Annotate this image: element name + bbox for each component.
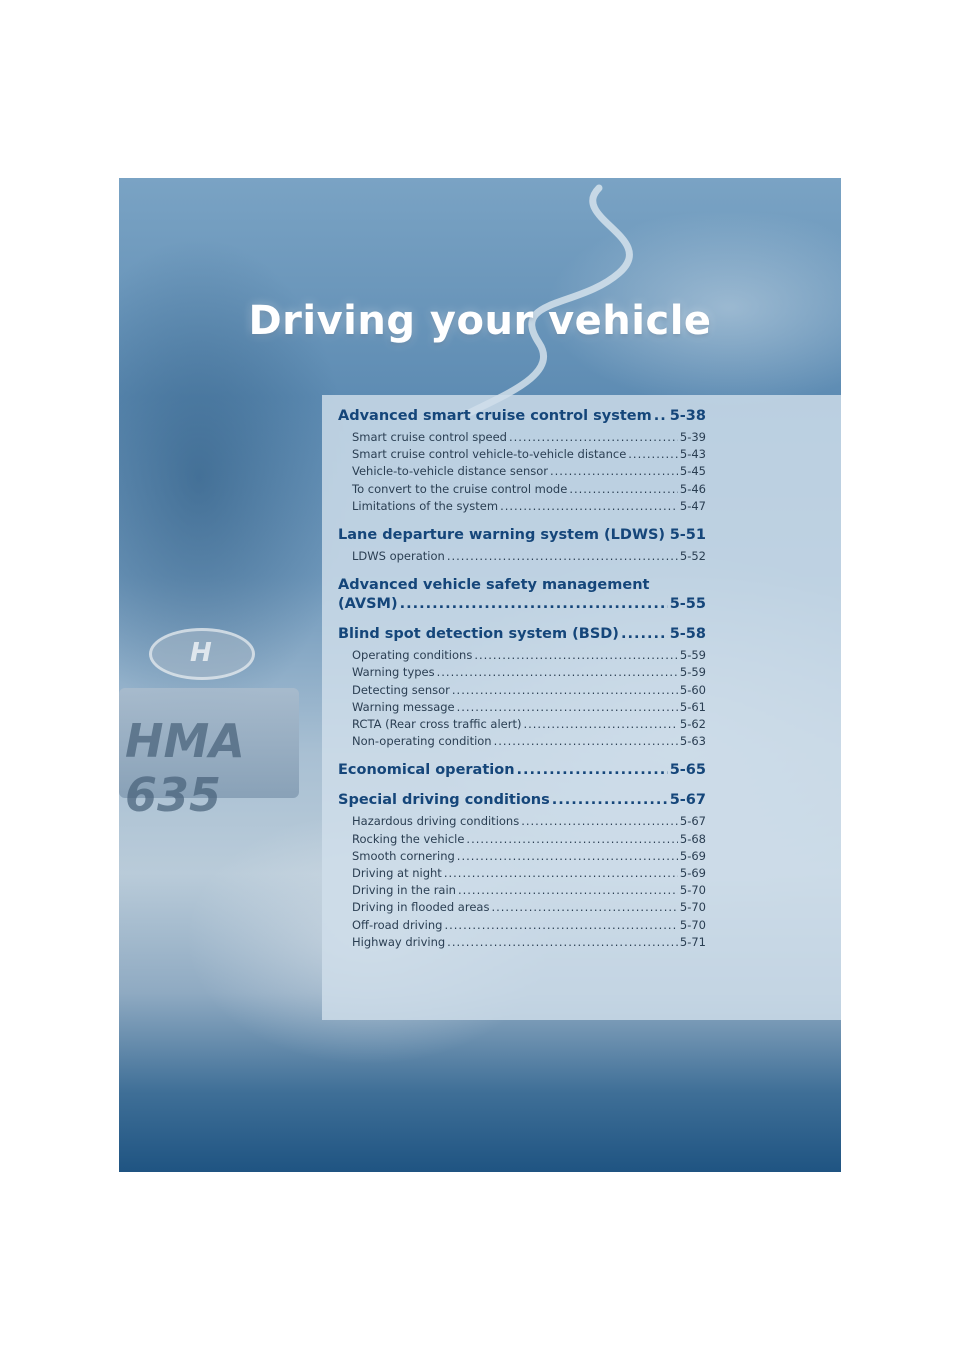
toc-leader-dots [491, 899, 677, 916]
toc-subsection-title: Hazardous driving conditions [352, 814, 520, 829]
toc-subsection-title: Driving in flooded areas [352, 900, 490, 915]
toc-leader-dots [654, 407, 668, 426]
toc-subsection-title: Warning types [352, 665, 435, 680]
toc-subsection-title: RCTA (Rear cross traffic alert) [352, 717, 522, 732]
toc-leader-dots [437, 664, 678, 681]
toc-subsection-page: 5-71 [679, 934, 706, 949]
toc-leader-dots [444, 865, 678, 882]
toc-subsection-entry[interactable] [338, 716, 706, 733]
toc-subsection-page: 5-69 [679, 848, 706, 863]
toc-subsection-page: 5-70 [679, 883, 706, 898]
toc-subsection-page: 5-68 [679, 831, 706, 846]
table-of-contents [338, 407, 706, 951]
toc-subsection-title: Off-road driving [352, 917, 443, 932]
toc-subsection-entry[interactable] [338, 733, 706, 750]
cover-page [119, 178, 841, 1172]
toc-subsection-entry[interactable] [338, 831, 706, 848]
toc-leader-dots [667, 526, 668, 545]
toc-section-entry[interactable] [338, 761, 706, 780]
toc-section-page: 5-67 [669, 792, 706, 809]
toc-subsection-entry[interactable] [338, 548, 706, 565]
toc-subsection-title: To convert to the cruise control mode [352, 481, 568, 496]
car-emblem-image: H [149, 628, 255, 680]
toc-leader-dots [447, 548, 678, 565]
toc-section-entry[interactable] [338, 526, 706, 545]
toc-subsection-title: Warning message [352, 699, 455, 714]
toc-leader-dots [457, 699, 678, 716]
toc-subsection-entry[interactable] [338, 647, 706, 664]
toc-subsection-page: 5-46 [679, 481, 706, 496]
toc-section-page: 5-65 [669, 762, 706, 779]
toc-subsection-title: Smart cruise control speed [352, 430, 507, 444]
toc-subsection-entry[interactable] [338, 934, 706, 951]
toc-subsection-entry[interactable] [338, 498, 706, 515]
toc-subsection-page: 5-69 [679, 866, 706, 881]
toc-subsection-page: 5-39 [679, 430, 706, 444]
toc-subsection-page: 5-59 [679, 648, 706, 663]
toc-subsection-page: 5-60 [679, 682, 706, 697]
toc-section-page: 5-55 [669, 596, 706, 613]
toc-section-title: Lane departure warning system (LDWS) [338, 527, 666, 544]
toc-section-title: Advanced smart cruise control system [338, 408, 652, 424]
toc-subsection-entry[interactable] [338, 446, 706, 463]
toc-leader-dots [521, 813, 678, 830]
toc-subsection-title: Rocking the vehicle [352, 831, 465, 846]
toc-subsection-title: Highway driving [352, 934, 446, 949]
toc-leader-dots [509, 429, 678, 446]
toc-subsection-title: Non-operating condition [352, 734, 492, 749]
toc-subsection-entry[interactable] [338, 429, 706, 446]
toc-leader-dots [452, 682, 678, 699]
toc-section-entry[interactable] [338, 791, 706, 810]
toc-subsection-entry[interactable] [338, 865, 706, 882]
toc-subsection-entry[interactable] [338, 917, 706, 934]
toc-section-title: Blind spot detection system (BSD) [338, 626, 619, 643]
toc-leader-dots [458, 882, 678, 899]
toc-subsection-title: Vehicle-to-vehicle distance sensor [352, 464, 548, 479]
toc-subsection-page: 5-62 [679, 717, 706, 732]
toc-subsection-entry[interactable] [338, 664, 706, 681]
toc-subsection-page: 5-70 [679, 917, 706, 932]
toc-subsection-page: 5-52 [679, 549, 706, 564]
toc-leader-dots [500, 498, 678, 515]
toc-leader-dots [569, 481, 678, 498]
toc-subsection-title: Limitations of the system [352, 498, 499, 513]
toc-leader-dots [550, 463, 678, 480]
toc-subsection-entry[interactable] [338, 899, 706, 916]
toc-leader-dots [621, 625, 668, 644]
toc-section-entry[interactable] [338, 576, 706, 614]
toc-subsection-title: Operating conditions [352, 648, 473, 663]
toc-subsection-page: 5-59 [679, 665, 706, 680]
toc-section-page: 5-51 [669, 527, 706, 544]
toc-subsection-page: 5-61 [679, 699, 706, 714]
toc-leader-dots [494, 733, 678, 750]
toc-subsection-title: LDWS operation [352, 549, 445, 564]
toc-subsection-page: 5-43 [679, 447, 706, 462]
toc-subsection-entry[interactable] [338, 813, 706, 830]
toc-subsection-entry[interactable] [338, 682, 706, 699]
toc-section-title: Special driving conditions [338, 792, 550, 809]
toc-section-title: Advanced vehicle safety management [338, 577, 650, 594]
toc-subsection-title: Smart cruise control vehicle-to-vehicle distance [352, 447, 627, 462]
toc-subsection-title: Smooth cornering [352, 848, 455, 863]
toc-subsection-page: 5-45 [679, 464, 706, 479]
toc-leader-dots [523, 716, 677, 733]
chapter-title: Driving your vehicle [248, 298, 712, 344]
toc-subsection-entry[interactable] [338, 481, 706, 498]
toc-leader-dots [447, 934, 678, 951]
toc-subsection-entry[interactable] [338, 848, 706, 865]
toc-section-entry[interactable] [338, 625, 706, 644]
toc-subsection-entry[interactable] [338, 699, 706, 716]
toc-leader-dots [466, 831, 677, 848]
toc-subsection-page: 5-47 [679, 498, 706, 513]
toc-leader-dots [474, 647, 678, 664]
license-plate-image: HMA 635 [119, 688, 299, 798]
toc-subsection-entry[interactable] [338, 463, 706, 480]
toc-subsection-page: 5-63 [679, 734, 706, 749]
toc-section-page: 5-58 [669, 626, 706, 643]
toc-subsection-entry[interactable] [338, 882, 706, 899]
toc-leader-dots [517, 761, 668, 780]
toc-leader-dots [444, 917, 677, 934]
toc-section-page: 5-38 [669, 408, 706, 424]
toc-leader-dots [628, 446, 678, 463]
table-of-contents-panel [322, 395, 841, 1020]
toc-section-title: Economical operation [338, 762, 515, 779]
toc-subsection-title: Driving in the rain [352, 883, 456, 898]
toc-subsection-title: Driving at night [352, 866, 442, 881]
toc-leader-dots [457, 848, 678, 865]
toc-section-entry[interactable] [338, 407, 706, 426]
toc-subsection-page: 5-70 [679, 900, 706, 915]
toc-leader-dots [400, 595, 668, 614]
toc-leader-dots [552, 791, 668, 810]
toc-section-title-cont: (AVSM) [338, 596, 398, 613]
toc-subsection-title: Detecting sensor [352, 682, 450, 697]
toc-subsection-page: 5-67 [679, 814, 706, 829]
